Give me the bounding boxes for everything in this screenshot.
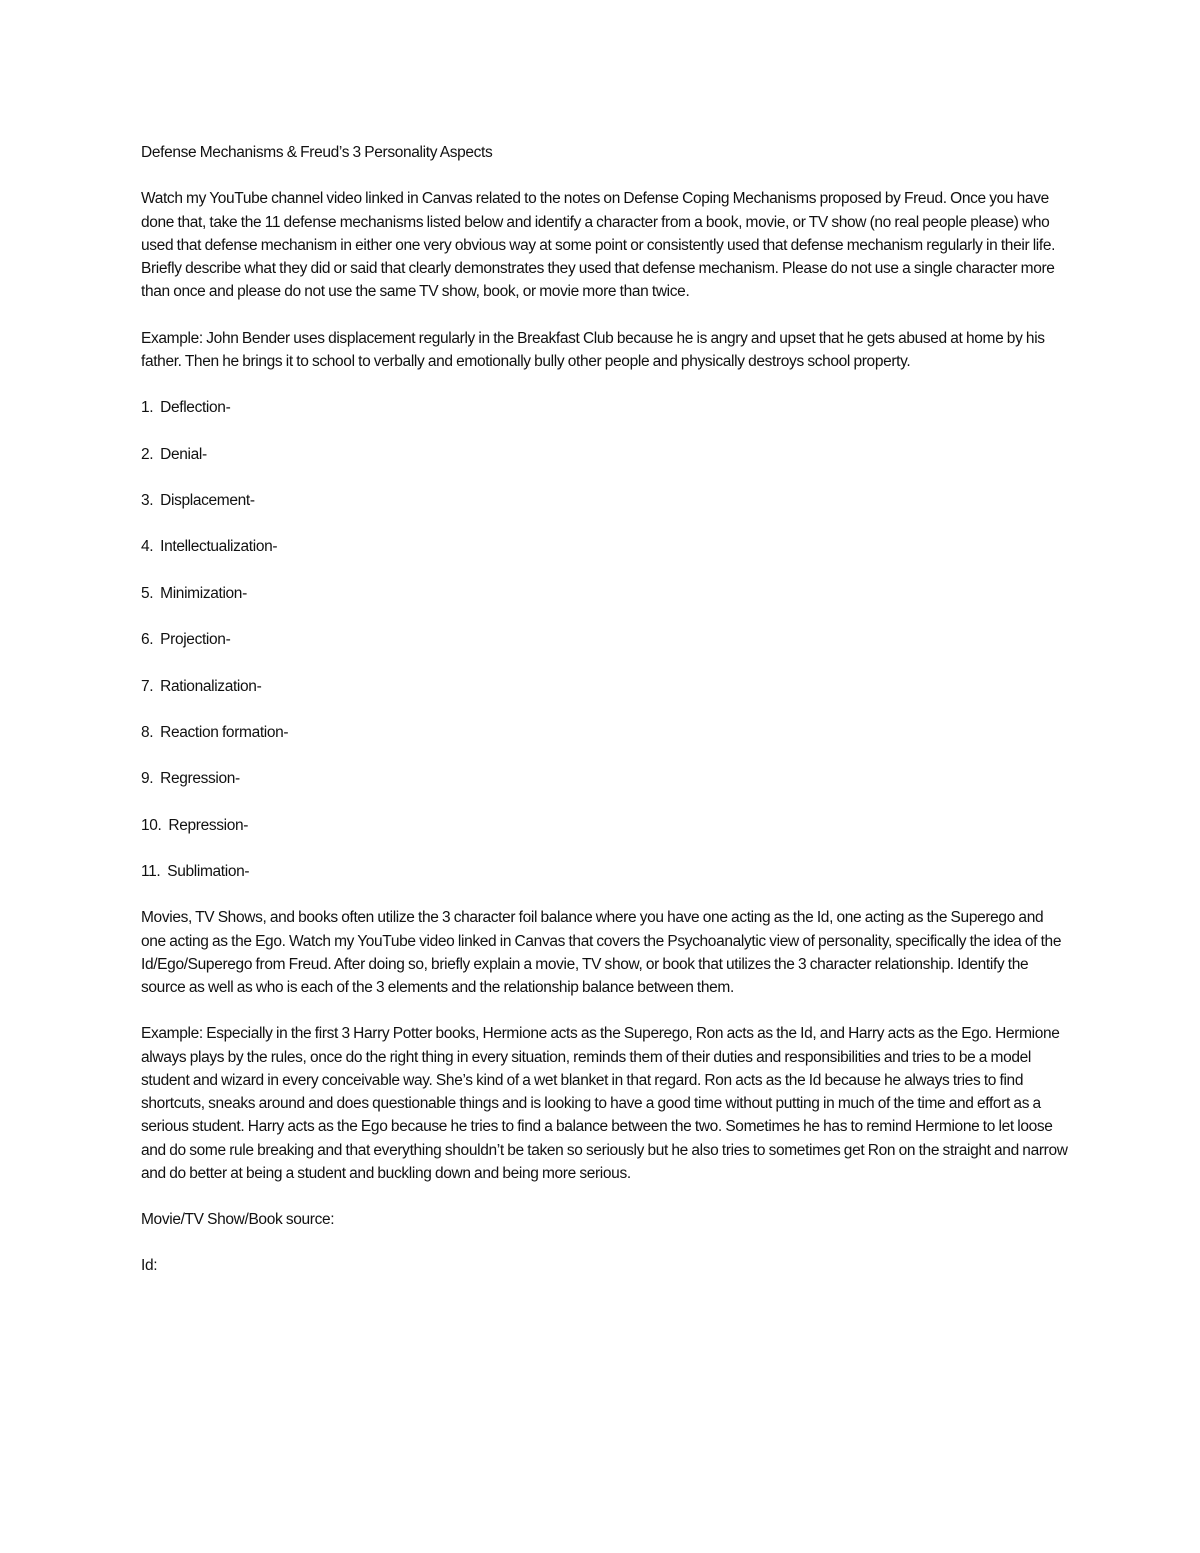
list-item: 6. Projection- <box>141 631 231 649</box>
example-paragraph: Example: John Bender uses displacement regularly in the Breakfast Club because he is angry and upset that he gets abused at home by his father. Then he brings it to school to verbally and emotionally bully other people and physically destroys school property. <box>141 329 1045 370</box>
list-item: 4. Intellectualization- <box>141 538 278 556</box>
document-title: Defense Mechanisms & Freud’s 3 Personality Aspects <box>141 144 493 161</box>
part2-intro-paragraph: Movies, TV Shows, and books often utilize the 3 character foil balance where you have one acting as the Id, one acting as the Superego and one acting as the Ego. Watch my YouTube video linked in Canvas that covers the Psychoanalytic view of personality, specifically the idea of the Id/Ego/Superego from Freud. After doing so, briefly explain a movie, TV show, or book that utilizes the 3 character relationship. Identify the source as well as who is each of the 3 elements and the relationship balance between them. <box>141 909 1062 997</box>
list-item: 7. Rationalization- <box>141 677 262 695</box>
id-field-label: Id: <box>141 1257 158 1275</box>
list-item: 3. Displacement- <box>141 491 255 509</box>
harry-potter-example-paragraph: Example: Especially in the first 3 Harry Potter books, Hermione acts as the Superego, Ron acts as the Id, and Harry acts as the Ego. Hermione always plays by the rules, once do the right thing in every situation, reminds them of their duties and responsibilities and tries to be a model student and wizard in every conceivable way. She’s kind of a wet blanket in that regard. Ron acts as the Id because he always tries to find shortcuts, sneaks around and does questionable things and is looking to have a good time without putting in much of the time and effort as a serious student. Harry acts as the Ego because he tries to find a balance between the two. Sometimes he has to remind Hermione to let loose and do some rule breaking and that everything shouldn’t be taken so seriously but he also tries to sometimes get Ron on the straight and narrow and do better at being a student and buckling down and being more serious. <box>141 1025 1068 1182</box>
source-field-label: Movie/TV Show/Book source: <box>141 1211 335 1229</box>
document-body <box>141 141 1071 1301</box>
list-item: 8. Reaction formation- <box>141 723 289 741</box>
intro-paragraph: Watch my YouTube channel video linked in Canvas related to the notes on Defense Coping Mechanisms proposed by Freud. Once you have done that, take the 11 defense mechanisms listed below and identify a character from a book, movie, or TV show (no real people please) who used that defense mechanism in either one very obvious way at some point or consistently used that defense mechanism regularly in their life. Briefly describe what they did or said that clearly demonstrates they used that defense mechanism. Please do not use a single character more than once and please do not use the same TV show, book, or movie more than twice. <box>141 190 1056 301</box>
list-item: 10. Repression- <box>141 816 249 834</box>
list-item: 11. Sublimation- <box>141 863 250 881</box>
list-item: 5. Minimization- <box>141 584 247 602</box>
list-item: 2. Denial- <box>141 445 207 463</box>
list-item: 1. Deflection- <box>141 399 231 417</box>
mechanism-list <box>141 396 1071 883</box>
list-item: 9. Regression- <box>141 770 240 788</box>
